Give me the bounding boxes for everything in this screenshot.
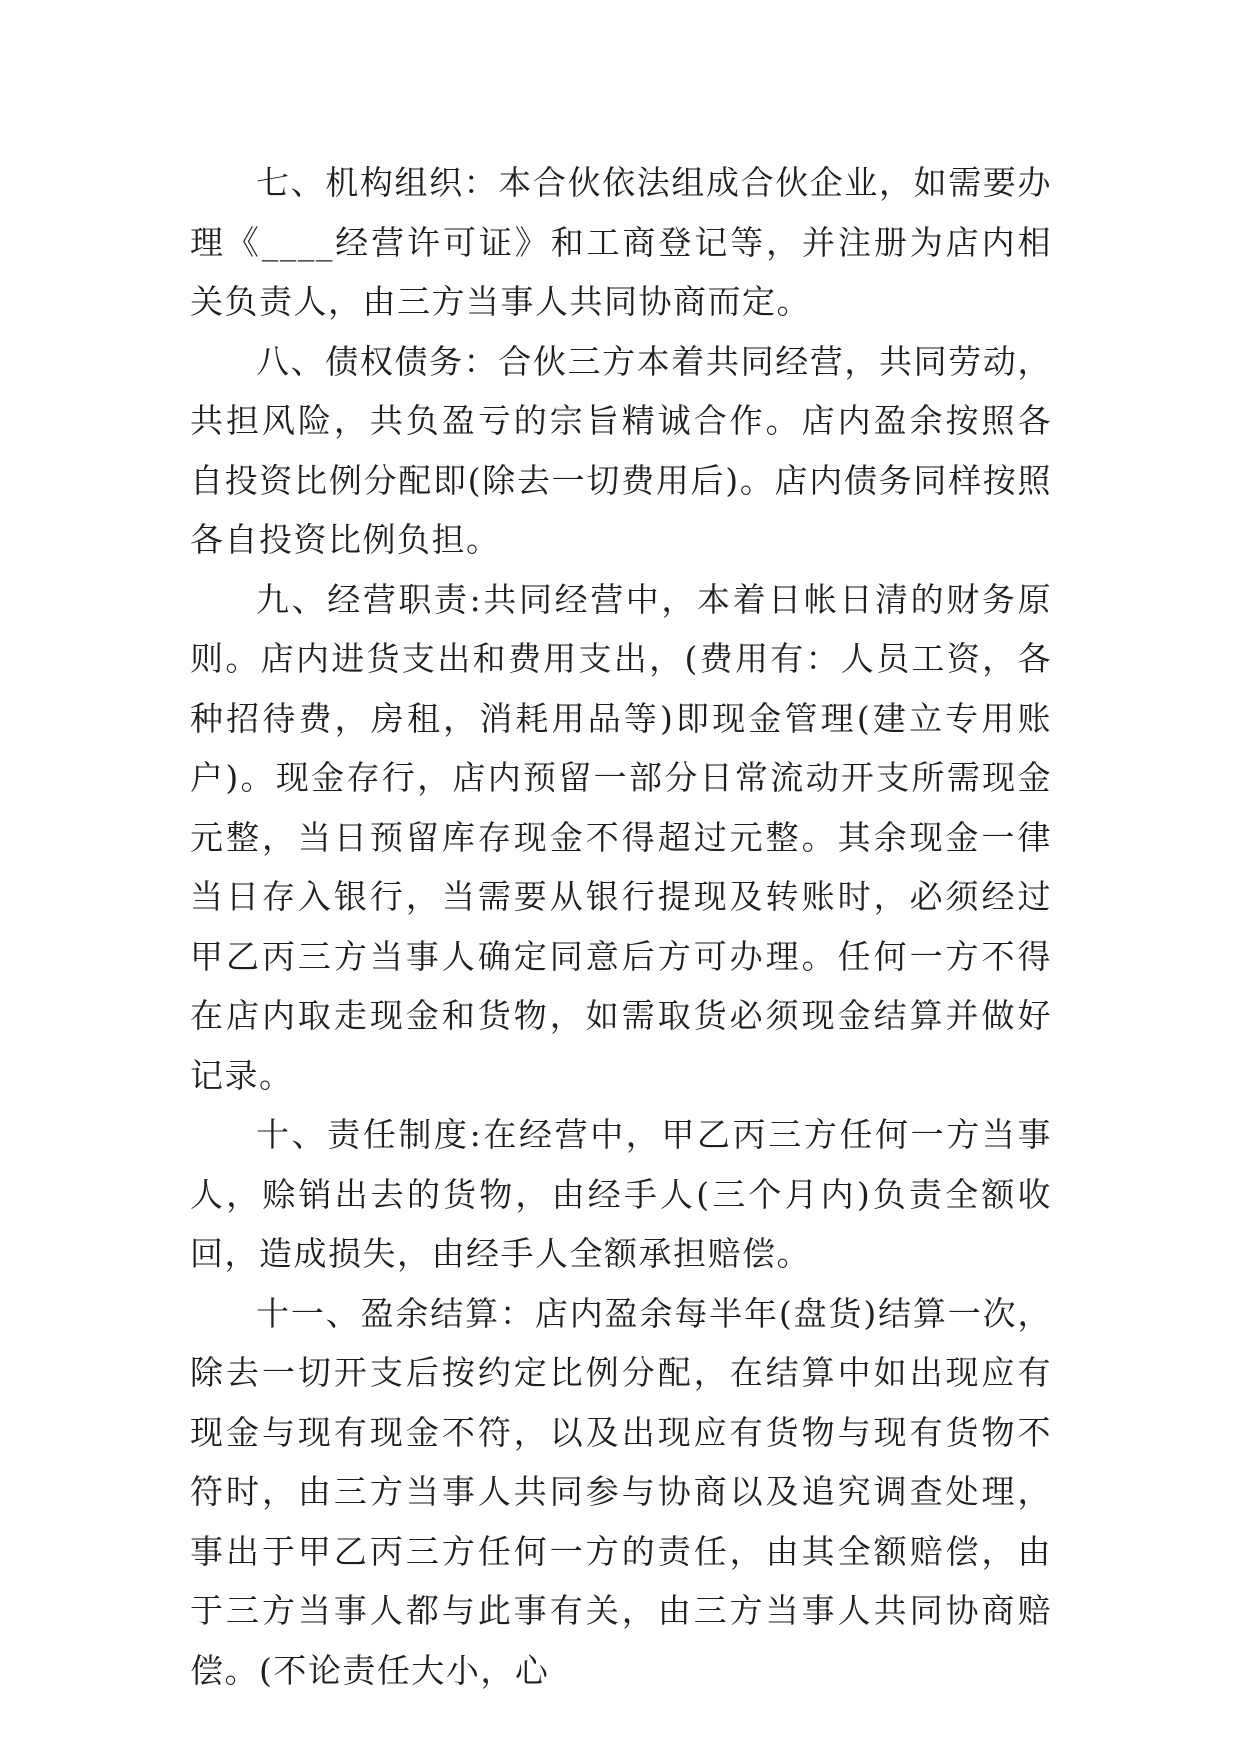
paragraph-responsibility-system: 十、责任制度:在经营中，甲乙丙三方任何一方当事人，赊销出去的货物，由经手人(三个月内)负责全额收回，造成损失，由经手人全额承担赔偿。 xyxy=(190,1115,1052,1273)
paragraph-operation-duties: 九、经营职责:共同经营中，本着日帐日清的财务原则。店内进货支出和费用支出，(费用有：人员工资，各种招待费，房租，消耗用品等)即现金管理(建立专用账户)。现金存行，店内预留一部分日常流动开支所需现金元整，当日预留库存现金不得超过元整。其余现金一律当日存入银行，当需要从银行提现及转账时，必须经过甲乙丙三方当事人确定同意后方可办理。任何一方不得在店内取走现金和货物，如需取货必须现金结算并做好记录。 xyxy=(190,579,1052,1095)
paragraph-surplus-settlement: 十一、盈余结算：店内盈余每半年(盘货)结算一次，除去一切开支后按约定比例分配，在结算中如出现应有现金与现有现金不符，以及出现应有货物与现有货物不符时，由三方当事人共同参与协商以及追究调查处理，事出于甲乙丙三方任何一方的责任，由其全额赔偿，由于三方当事人都与此事有关，由三方当事人共同协商赔偿。(不论责任大小，心 xyxy=(190,1293,1052,1690)
paragraph-debts: 八、债权债务：合伙三方本着共同经营，共同劳动，共担风险，共负盈亏的宗旨精诚合作。店内盈余按照各自投资比例分配即(除去一切费用后)。店内债务同样按照各自投资比例负担。 xyxy=(190,341,1052,559)
document-body xyxy=(190,153,1052,1700)
paragraph-organization: 七、机构组织：本合伙依法组成合伙企业，如需要办理《____经营许可证》和工商登记等，并注册为店内相关负责人，由三方当事人共同协商而定。 xyxy=(190,163,1052,321)
